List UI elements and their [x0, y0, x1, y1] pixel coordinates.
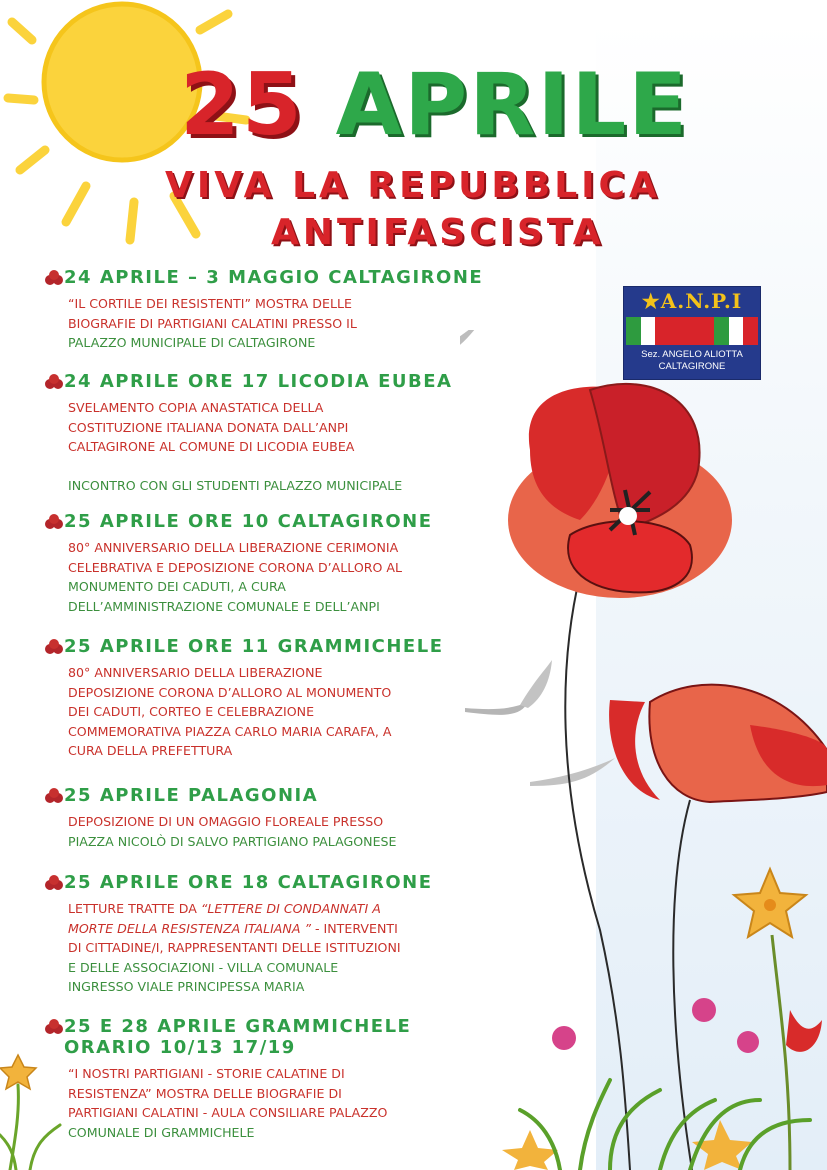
- poppy-bullet-icon: [44, 514, 64, 530]
- subtitle-line-2: ANTIFASCISTA: [271, 212, 605, 253]
- event-6: [44, 872, 514, 997]
- poppy-bullet-icon: [44, 1019, 64, 1035]
- event-2: [44, 371, 514, 496]
- event-description: 80° ANNIVERSARIO DELLA LIBERAZIONE DEPOSIZIONE CORONA D’ALLORO AL MONUMENTO DEI CADUTI, CORTEO E CELEBRAZIONE COMMEMORATIVA PIAZZA CARLO MARIA CARAFA, A CURA DELLA PREFETTURA: [68, 665, 392, 758]
- poppy-bullet-icon: [44, 639, 64, 655]
- event-description: DEPOSIZIONE DI UN OMAGGIO FLOREALE PRESSO PIAZZA NICOLÒ DI SALVO PARTIGIANO PALAGONESE: [68, 814, 397, 849]
- poppy-bullet-icon: [44, 374, 64, 390]
- event-5: [44, 785, 514, 851]
- event-heading: 25 APRILE ORE 10 CALTAGIRONE: [44, 511, 514, 532]
- title-number: 25: [180, 55, 304, 155]
- event-heading: 25 APRILE PALAGONIA: [44, 785, 514, 806]
- event-heading: 25 E 28 APRILE GRAMMICHELE ORARIO 10/13 17/19: [44, 1016, 514, 1058]
- event-7: [44, 1016, 514, 1142]
- event-4: [44, 636, 514, 761]
- event-description: SVELAMENTO COPIA ANASTATICA DELLA COSTITUZIONE ITALIANA DONATA DALL’ANPI CALTAGIRONE AL COMUNE DI LICODIA EUBEA INCONTRO CON GLI STUDENTI PALAZZO MUNICIPALE: [68, 400, 403, 493]
- event-1: [44, 267, 514, 353]
- event-heading: 24 APRILE – 3 MAGGIO CALTAGIRONE: [44, 267, 514, 288]
- title-word: APRILE: [335, 55, 689, 155]
- poppy-bullet-icon: [44, 875, 64, 891]
- poppy-illustration: [460, 330, 827, 1170]
- poster-title: [180, 55, 689, 155]
- event-heading: 25 APRILE ORE 11 GRAMMICHELE: [44, 636, 514, 657]
- event-heading: 24 APRILE ORE 17 LICODIA EUBEA: [44, 371, 514, 392]
- event-description: 80° ANNIVERSARIO DELLA LIBERAZIONE CERIMONIA CELEBRATIVA E DEPOSIZIONE CORONA D’ALLORO AL MONUMENTO DEI CADUTI, A CURA DELL’AMMINISTRAZIONE COMUNALE E DELL’ANPI: [68, 540, 403, 614]
- poppy-bullet-icon: [44, 788, 64, 804]
- subtitle-line-1: VIVA LA REPUBBLICA: [165, 165, 661, 206]
- event-description: “IL CORTILE DEI RESISTENTI” MOSTRA DELLE BIOGRAFIE DI PARTIGIANI CALATINI PRESSO IL PALAZZO MUNICIPALE DI CALTAGIRONE: [68, 296, 357, 350]
- anpi-logo-section: Sez. ANGELO ALIOTTA CALTAGIRONE: [641, 349, 743, 372]
- poppy-bullet-icon: [44, 270, 64, 286]
- event-description: “I NOSTRI PARTIGIANI - STORIE CALATINE DI RESISTENZA” MOSTRA DELLE BIOGRAFIE DI PARTIGIANI CALATINI - AULA CONSILIARE PALAZZO COMUNALE DI GRAMMICHELE: [68, 1066, 388, 1140]
- event-3: [44, 511, 514, 616]
- anpi-logo-title: ★A.N.P.I: [641, 289, 743, 313]
- event-description: LETTURE TRATTE DA “LETTERE DI CONDANNATI A MORTE DELLA RESISTENZA ITALIANA ” - INTERVENTI DI CITTADINE/I, RAPPRESENTANTI DELLE ISTITUZIONI E DELLE ASSOCIAZIONI - VILLA COMUNALE INGRESSO VIALE PRINCIPESSA MARIA: [68, 901, 401, 994]
- event-heading: 25 APRILE ORE 18 CALTAGIRONE: [44, 872, 514, 893]
